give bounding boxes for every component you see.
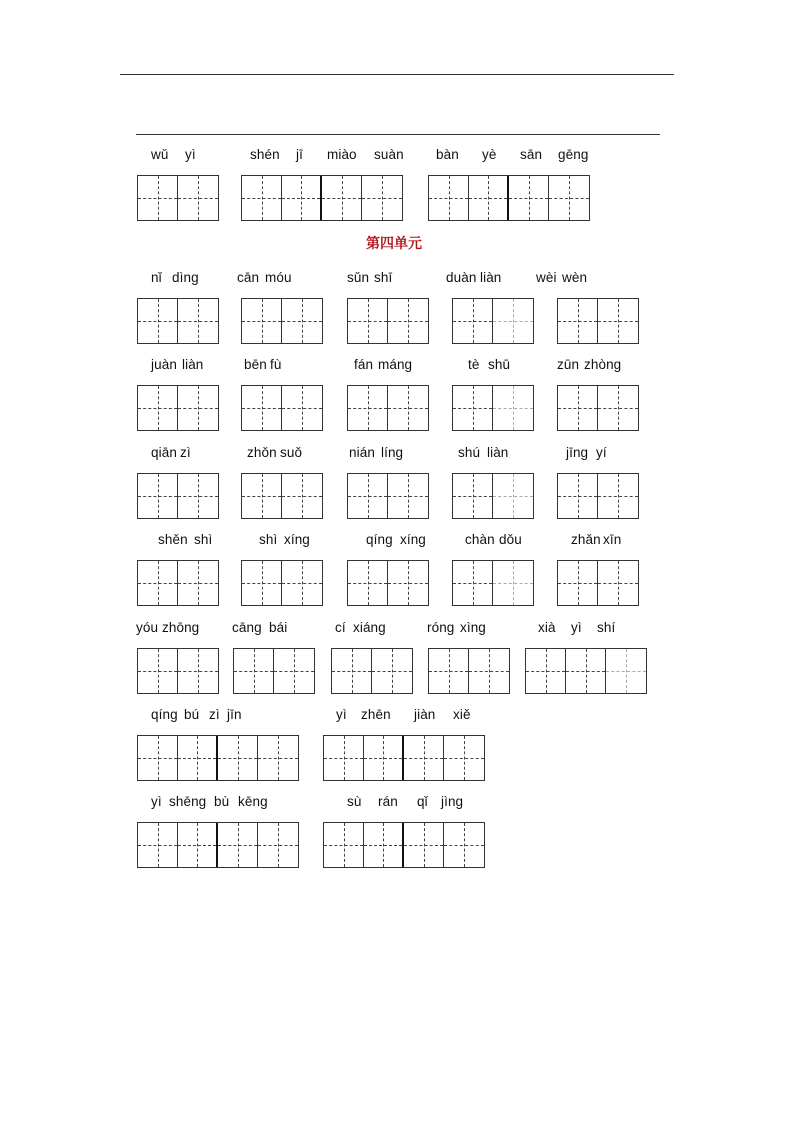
writing-box-group bbox=[347, 385, 429, 431]
pinyin-label: bēn bbox=[244, 357, 267, 372]
writing-box-group bbox=[323, 735, 485, 781]
writing-cell[interactable] bbox=[453, 561, 493, 605]
pinyin-label: duàn bbox=[446, 270, 477, 285]
writing-cell[interactable] bbox=[282, 561, 322, 605]
writing-cell[interactable] bbox=[234, 649, 274, 693]
pinyin-label: yí bbox=[596, 445, 607, 460]
pinyin-label: zhōng bbox=[162, 620, 200, 635]
writing-box-group bbox=[233, 648, 315, 694]
writing-box-group bbox=[331, 648, 413, 694]
writing-box-group bbox=[428, 175, 590, 221]
pinyin-label: sǔn bbox=[347, 270, 370, 285]
pinyin-label: zhòng bbox=[584, 357, 622, 372]
pinyin-label: yì bbox=[336, 707, 347, 722]
writing-cell[interactable] bbox=[493, 474, 533, 518]
writing-cell[interactable] bbox=[138, 299, 178, 343]
writing-cell[interactable] bbox=[138, 649, 178, 693]
pinyin-label: kēng bbox=[238, 794, 268, 809]
pinyin-label: jīn bbox=[227, 707, 242, 722]
pinyin-label: dǒu bbox=[499, 532, 522, 547]
pinyin-label: yì bbox=[151, 794, 162, 809]
writing-box-group bbox=[137, 648, 219, 694]
writing-cell[interactable] bbox=[138, 176, 178, 220]
writing-box-group bbox=[137, 735, 299, 781]
writing-cell[interactable] bbox=[429, 649, 469, 693]
writing-cell[interactable] bbox=[218, 823, 258, 867]
writing-cell[interactable] bbox=[178, 649, 218, 693]
writing-cell[interactable] bbox=[509, 176, 549, 220]
writing-box-group bbox=[452, 385, 534, 431]
writing-box-group bbox=[137, 560, 219, 606]
pinyin-label: wèi bbox=[536, 270, 557, 285]
pinyin-label: liàn bbox=[480, 270, 502, 285]
writing-cell[interactable] bbox=[218, 736, 258, 780]
writing-cell[interactable] bbox=[348, 561, 388, 605]
pinyin-label: shī bbox=[374, 270, 393, 285]
writing-cell[interactable] bbox=[404, 736, 444, 780]
writing-cell[interactable] bbox=[138, 474, 178, 518]
pinyin-label: chàn bbox=[465, 532, 495, 547]
writing-cell[interactable] bbox=[388, 474, 428, 518]
writing-cell[interactable] bbox=[282, 474, 322, 518]
pinyin-label: máng bbox=[378, 357, 413, 372]
pinyin-label: jīng bbox=[566, 445, 589, 460]
pinyin-label: miào bbox=[327, 147, 357, 162]
writing-cell[interactable] bbox=[558, 386, 598, 430]
pinyin-label: wèn bbox=[562, 270, 588, 285]
pinyin-label: rán bbox=[378, 794, 398, 809]
writing-cell[interactable] bbox=[453, 386, 493, 430]
writing-box-group bbox=[323, 822, 485, 868]
writing-cell[interactable] bbox=[364, 823, 404, 867]
writing-cell[interactable] bbox=[453, 299, 493, 343]
writing-cell[interactable] bbox=[558, 561, 598, 605]
pinyin-label: bú bbox=[184, 707, 200, 722]
pinyin-label: bù bbox=[214, 794, 230, 809]
pinyin-label: yì bbox=[571, 620, 582, 635]
pinyin-label: cān bbox=[237, 270, 260, 285]
writing-cell[interactable] bbox=[388, 386, 428, 430]
writing-cell[interactable] bbox=[558, 299, 598, 343]
writing-cell[interactable] bbox=[178, 561, 218, 605]
writing-cell[interactable] bbox=[178, 823, 218, 867]
writing-box-group bbox=[137, 473, 219, 519]
writing-cell[interactable] bbox=[493, 299, 533, 343]
pinyin-label: bàn bbox=[436, 147, 459, 162]
writing-box-group bbox=[241, 175, 403, 221]
writing-cell[interactable] bbox=[598, 561, 638, 605]
writing-cell[interactable] bbox=[526, 649, 566, 693]
pinyin-label: róng bbox=[427, 620, 455, 635]
writing-box-group bbox=[137, 822, 299, 868]
writing-cell[interactable] bbox=[322, 176, 362, 220]
writing-cell[interactable] bbox=[469, 649, 509, 693]
pinyin-label: xìng bbox=[460, 620, 486, 635]
writing-cell[interactable] bbox=[493, 386, 533, 430]
pinyin-label: shén bbox=[250, 147, 280, 162]
pinyin-label: wǔ bbox=[151, 147, 169, 162]
writing-box-group bbox=[557, 385, 639, 431]
writing-cell[interactable] bbox=[324, 736, 364, 780]
section-top-rule bbox=[136, 134, 660, 135]
pinyin-label: tè bbox=[468, 357, 480, 372]
pinyin-label: fán bbox=[354, 357, 374, 372]
writing-box-group bbox=[428, 648, 510, 694]
pinyin-label: xíng bbox=[284, 532, 310, 547]
pinyin-label: xíng bbox=[400, 532, 426, 547]
writing-box-group bbox=[137, 298, 219, 344]
writing-cell[interactable] bbox=[242, 561, 282, 605]
writing-cell[interactable] bbox=[348, 474, 388, 518]
pinyin-label: fù bbox=[270, 357, 282, 372]
writing-box-group bbox=[241, 473, 323, 519]
writing-cell[interactable] bbox=[429, 176, 469, 220]
writing-box-group bbox=[525, 648, 647, 694]
pinyin-label: zūn bbox=[557, 357, 580, 372]
writing-cell[interactable] bbox=[324, 823, 364, 867]
pinyin-label: zhǎn bbox=[571, 532, 601, 547]
writing-cell[interactable] bbox=[274, 649, 314, 693]
writing-cell[interactable] bbox=[258, 736, 298, 780]
pinyin-label: nǐ bbox=[151, 270, 162, 285]
writing-cell[interactable] bbox=[606, 649, 646, 693]
pinyin-label: qǐ bbox=[417, 794, 428, 809]
writing-cell[interactable] bbox=[388, 561, 428, 605]
pinyin-label: sù bbox=[347, 794, 362, 809]
pinyin-label: gēng bbox=[558, 147, 589, 162]
unit-title: 第四单元 bbox=[366, 236, 422, 252]
writing-cell[interactable] bbox=[372, 649, 412, 693]
pinyin-label: shēng bbox=[169, 794, 207, 809]
writing-box-group bbox=[347, 473, 429, 519]
pinyin-label: shū bbox=[488, 357, 511, 372]
writing-cell[interactable] bbox=[598, 299, 638, 343]
writing-cell[interactable] bbox=[258, 823, 298, 867]
writing-cell[interactable] bbox=[178, 176, 218, 220]
writing-cell[interactable] bbox=[558, 474, 598, 518]
writing-cell[interactable] bbox=[362, 176, 402, 220]
pinyin-label: zì bbox=[180, 445, 191, 460]
pinyin-label: xiě bbox=[453, 707, 471, 722]
pinyin-label: liàn bbox=[182, 357, 204, 372]
writing-box-group bbox=[557, 473, 639, 519]
pinyin-label: xīn bbox=[603, 532, 622, 547]
pinyin-label: shěn bbox=[158, 532, 188, 547]
pinyin-label: suǒ bbox=[280, 445, 303, 460]
page-header-rule bbox=[120, 74, 674, 75]
writing-cell[interactable] bbox=[282, 176, 322, 220]
pinyin-label: cí bbox=[335, 620, 346, 635]
writing-box-group bbox=[241, 560, 323, 606]
writing-cell[interactable] bbox=[242, 176, 282, 220]
pinyin-label: xiáng bbox=[353, 620, 386, 635]
writing-cell[interactable] bbox=[178, 299, 218, 343]
pinyin-label: qíng bbox=[151, 707, 178, 722]
writing-cell[interactable] bbox=[453, 474, 493, 518]
pinyin-label: shú bbox=[458, 445, 481, 460]
pinyin-label: sān bbox=[520, 147, 543, 162]
writing-cell[interactable] bbox=[138, 736, 178, 780]
writing-cell[interactable] bbox=[493, 561, 533, 605]
pinyin-label: liàn bbox=[487, 445, 509, 460]
writing-cell[interactable] bbox=[242, 474, 282, 518]
pinyin-label: cāng bbox=[232, 620, 262, 635]
writing-cell[interactable] bbox=[549, 176, 589, 220]
pinyin-label: suàn bbox=[374, 147, 404, 162]
writing-cell[interactable] bbox=[242, 299, 282, 343]
writing-cell[interactable] bbox=[348, 299, 388, 343]
pinyin-label: zhǒn bbox=[247, 445, 277, 460]
writing-cell[interactable] bbox=[242, 386, 282, 430]
writing-cell[interactable] bbox=[332, 649, 372, 693]
writing-cell[interactable] bbox=[469, 176, 509, 220]
writing-cell[interactable] bbox=[364, 736, 404, 780]
writing-box-group bbox=[347, 560, 429, 606]
writing-box-group bbox=[241, 385, 323, 431]
writing-box-group bbox=[452, 298, 534, 344]
pinyin-label: zhēn bbox=[361, 707, 391, 722]
writing-box-group bbox=[137, 385, 219, 431]
pinyin-label: shì bbox=[194, 532, 213, 547]
writing-cell[interactable] bbox=[138, 386, 178, 430]
writing-cell[interactable] bbox=[566, 649, 606, 693]
writing-cell[interactable] bbox=[178, 386, 218, 430]
writing-box-group bbox=[241, 298, 323, 344]
writing-cell[interactable] bbox=[598, 474, 638, 518]
writing-cell[interactable] bbox=[178, 736, 218, 780]
pinyin-label: xià bbox=[538, 620, 556, 635]
pinyin-label: yì bbox=[185, 147, 196, 162]
writing-box-group bbox=[452, 473, 534, 519]
pinyin-label: dìng bbox=[172, 270, 199, 285]
pinyin-label: móu bbox=[265, 270, 292, 285]
pinyin-label: yóu bbox=[136, 620, 159, 635]
writing-box-group bbox=[452, 560, 534, 606]
writing-box-group bbox=[137, 175, 219, 221]
writing-cell[interactable] bbox=[444, 823, 484, 867]
pinyin-label: yè bbox=[482, 147, 497, 162]
pinyin-label: jī bbox=[296, 147, 303, 162]
writing-cell[interactable] bbox=[138, 823, 178, 867]
writing-box-group bbox=[557, 298, 639, 344]
pinyin-label: shì bbox=[259, 532, 278, 547]
pinyin-label: juàn bbox=[151, 357, 177, 372]
pinyin-label: nián bbox=[349, 445, 375, 460]
pinyin-label: líng bbox=[381, 445, 404, 460]
writing-cell[interactable] bbox=[178, 474, 218, 518]
pinyin-label: jìng bbox=[441, 794, 464, 809]
pinyin-label: bái bbox=[269, 620, 288, 635]
pinyin-label: qiān bbox=[151, 445, 177, 460]
writing-cell[interactable] bbox=[138, 561, 178, 605]
writing-cell[interactable] bbox=[444, 736, 484, 780]
writing-cell[interactable] bbox=[388, 299, 428, 343]
writing-cell[interactable] bbox=[404, 823, 444, 867]
pinyin-label: zì bbox=[209, 707, 220, 722]
writing-cell[interactable] bbox=[348, 386, 388, 430]
writing-cell[interactable] bbox=[282, 386, 322, 430]
writing-cell[interactable] bbox=[282, 299, 322, 343]
writing-box-group bbox=[347, 298, 429, 344]
pinyin-label: shí bbox=[597, 620, 616, 635]
pinyin-label: qíng bbox=[366, 532, 393, 547]
writing-box-group bbox=[557, 560, 639, 606]
writing-cell[interactable] bbox=[598, 386, 638, 430]
pinyin-label: jiàn bbox=[414, 707, 436, 722]
